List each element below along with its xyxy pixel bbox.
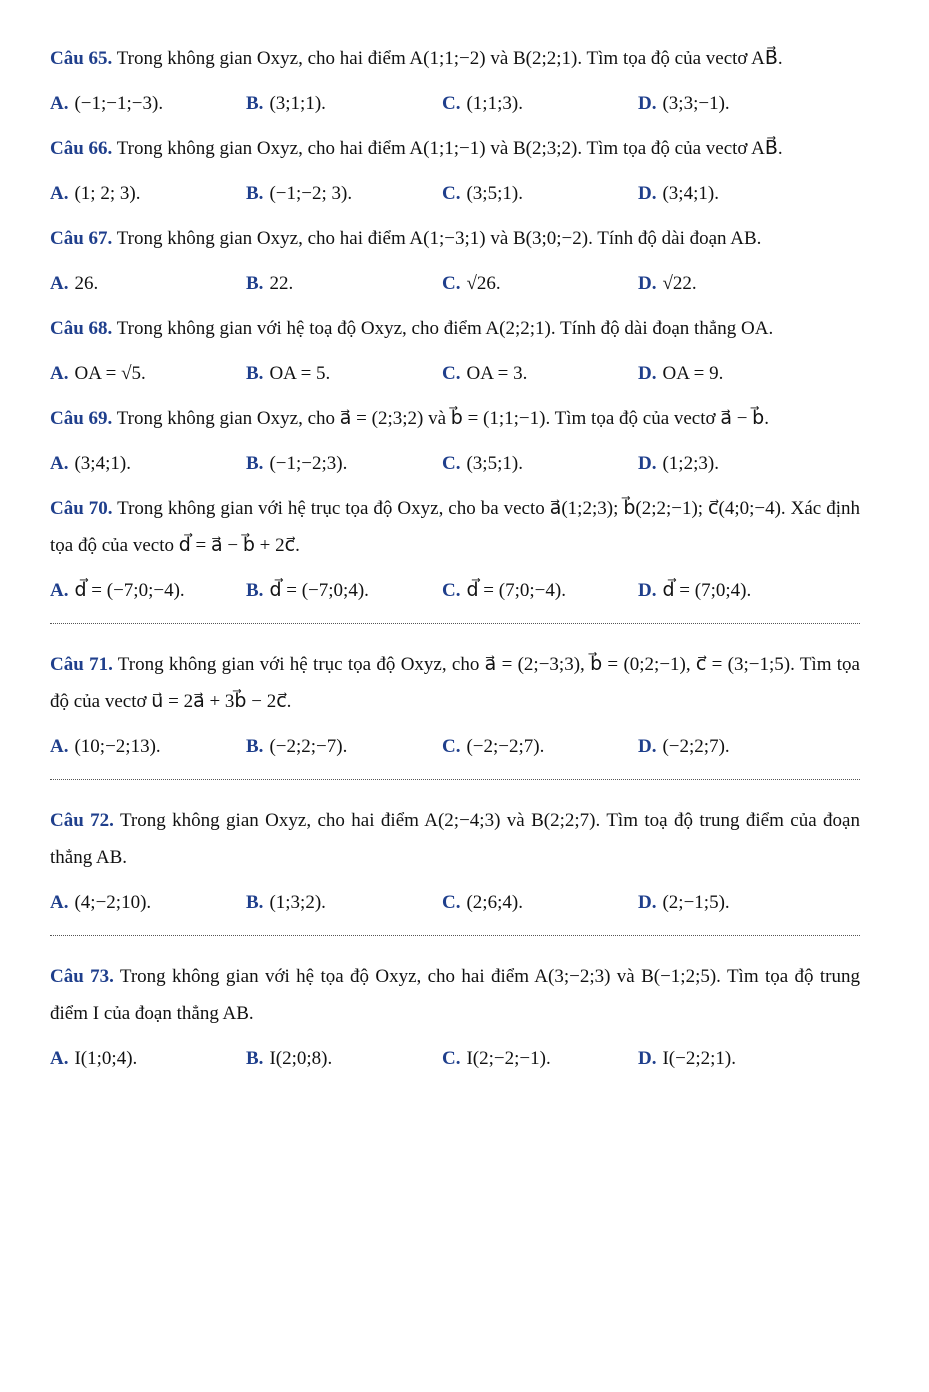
option-label: B. (246, 580, 264, 601)
option-label: B. (246, 273, 264, 294)
option-label: C. (442, 1048, 461, 1069)
option-c[interactable] (442, 175, 638, 212)
option-d[interactable] (638, 265, 834, 302)
option-d[interactable] (638, 572, 834, 609)
question-70 (50, 490, 860, 609)
question-text: Trong không gian Oxyz, cho hai điểm A(2;−4;3) và B(2;2;7). Tìm toạ độ trung điểm của đoạn thẳng AB. (50, 810, 860, 868)
question-number: Câu 68. (50, 318, 113, 339)
option-text: 26. (74, 273, 99, 294)
answer-options (50, 728, 860, 765)
answer-options (50, 445, 860, 482)
option-text: (10;−2;13). (74, 736, 161, 757)
option-text: (2;6;4). (466, 892, 523, 913)
option-label: C. (442, 892, 461, 913)
option-text: 22. (269, 273, 294, 294)
question-stem (50, 40, 860, 77)
option-b[interactable] (246, 728, 442, 765)
question-number: Câu 69. (50, 408, 113, 429)
option-text: (3;3;−1). (662, 93, 730, 114)
option-text: (−1;−2; 3). (269, 183, 353, 204)
option-text: d⃗ = (7;0;−4). (466, 580, 566, 601)
option-label: A. (50, 580, 69, 601)
option-a[interactable] (50, 572, 246, 609)
option-text: (3;4;1). (74, 453, 131, 474)
option-label: D. (638, 892, 657, 913)
option-c[interactable] (442, 1040, 638, 1077)
question-number: Câu 73. (50, 966, 114, 987)
option-text: (3;5;1). (466, 453, 523, 474)
option-d[interactable] (638, 175, 834, 212)
option-b[interactable] (246, 884, 442, 921)
question-number: Câu 65. (50, 48, 113, 69)
option-d[interactable] (638, 355, 834, 392)
answer-options (50, 572, 860, 609)
option-label: C. (442, 580, 461, 601)
option-text: OA = 9. (662, 363, 724, 384)
option-label: B. (246, 1048, 264, 1069)
answer-options (50, 1040, 860, 1077)
question-66 (50, 130, 860, 212)
option-label: D. (638, 93, 657, 114)
option-label: B. (246, 736, 264, 757)
question-stem (50, 802, 860, 876)
option-text: (−2;2;7). (662, 736, 730, 757)
option-label: B. (246, 892, 264, 913)
option-c[interactable] (442, 355, 638, 392)
option-label: A. (50, 453, 69, 474)
question-text: Trong không gian Oxyz, cho hai điểm A(1;1;−2) và B(2;2;1). Tìm tọa độ của vectơ AB⃗. (112, 48, 783, 69)
option-label: D. (638, 1048, 657, 1069)
option-label: D. (638, 580, 657, 601)
question-stem (50, 220, 860, 257)
option-text: d⃗ = (−7;0;4). (269, 580, 369, 601)
option-label: C. (442, 93, 461, 114)
option-label: C. (442, 183, 461, 204)
option-c[interactable] (442, 884, 638, 921)
option-label: A. (50, 1048, 69, 1069)
option-a[interactable] (50, 85, 246, 122)
option-text: (−1;−2;3). (269, 453, 348, 474)
option-text: I(−2;2;1). (662, 1048, 736, 1069)
option-label: B. (246, 183, 264, 204)
option-text: (2;−1;5). (662, 892, 730, 913)
option-text: d⃗ = (−7;0;−4). (74, 580, 185, 601)
option-text: (1; 2; 3). (74, 183, 141, 204)
question-number: Câu 71. (50, 654, 113, 675)
option-a[interactable] (50, 728, 246, 765)
answer-options (50, 85, 860, 122)
option-label: B. (246, 93, 264, 114)
question-text: Trong không gian với hệ toạ độ Oxyz, cho điểm A(2;2;1). Tính độ dài đoạn thẳng OA. (112, 318, 774, 339)
option-label: C. (442, 363, 461, 384)
question-stem (50, 400, 860, 437)
question-text: Trong không gian với hệ trục tọa độ Oxyz, cho a⃗ = (2;−3;3), b⃗ = (0;2;−1), c⃗ = (3;−1;5). Tìm tọa độ của vectơ u⃗ = 2a⃗ + 3b⃗ − 2c⃗. (50, 654, 860, 712)
option-d[interactable] (638, 884, 834, 921)
option-text: (1;3;2). (269, 892, 326, 913)
question-stem (50, 958, 860, 1032)
option-label: D. (638, 183, 657, 204)
question-67 (50, 220, 860, 302)
option-text: I(2;0;8). (269, 1048, 333, 1069)
option-label: A. (50, 183, 69, 204)
question-stem (50, 490, 860, 564)
option-label: B. (246, 453, 264, 474)
option-text: (1;1;3). (466, 93, 523, 114)
option-a[interactable] (50, 355, 246, 392)
option-c[interactable] (442, 572, 638, 609)
option-label: A. (50, 892, 69, 913)
question-number: Câu 67. (50, 228, 113, 249)
option-d[interactable] (638, 85, 834, 122)
answer-options (50, 355, 860, 392)
option-text: OA = √5. (74, 363, 146, 384)
question-72 (50, 802, 860, 921)
option-d[interactable] (638, 445, 834, 482)
option-label: D. (638, 736, 657, 757)
option-text: (3;1;1). (269, 93, 326, 114)
option-text: (4;−2;10). (74, 892, 152, 913)
option-text: √26. (466, 273, 501, 294)
question-stem (50, 310, 860, 347)
question-stem (50, 646, 860, 720)
option-a[interactable] (50, 1040, 246, 1077)
option-a[interactable] (50, 175, 246, 212)
option-a[interactable] (50, 265, 246, 302)
question-68 (50, 310, 860, 392)
option-text: I(2;−2;−1). (466, 1048, 551, 1069)
option-label: A. (50, 736, 69, 757)
option-c[interactable] (442, 445, 638, 482)
question-number: Câu 66. (50, 138, 113, 159)
dotted-divider (50, 623, 860, 624)
dotted-divider (50, 779, 860, 780)
option-text: OA = 3. (466, 363, 528, 384)
answer-options (50, 265, 860, 302)
option-a[interactable] (50, 445, 246, 482)
option-text: (3;5;1). (466, 183, 523, 204)
option-c[interactable] (442, 728, 638, 765)
option-b[interactable] (246, 265, 442, 302)
question-number: Câu 70. (50, 498, 113, 519)
option-text: (−2;−2;7). (466, 736, 545, 757)
worksheet (50, 40, 860, 1085)
option-text: √22. (662, 273, 697, 294)
question-text: Trong không gian Oxyz, cho hai điểm A(1;1;−1) và B(2;3;2). Tìm tọa độ của vectơ AB⃗. (112, 138, 783, 159)
option-text: (−2;2;−7). (269, 736, 348, 757)
option-label: D. (638, 453, 657, 474)
option-b[interactable] (246, 445, 442, 482)
answer-options (50, 884, 860, 921)
option-label: A. (50, 93, 69, 114)
option-b[interactable] (246, 175, 442, 212)
question-65 (50, 40, 860, 122)
question-text: Trong không gian Oxyz, cho hai điểm A(1;−3;1) và B(3;0;−2). Tính độ dài đoạn AB. (112, 228, 762, 249)
option-label: C. (442, 453, 461, 474)
option-text: I(1;0;4). (74, 1048, 138, 1069)
option-label: C. (442, 736, 461, 757)
question-text: Trong không gian Oxyz, cho a⃗ = (2;3;2) và b⃗ = (1;1;−1). Tìm tọa độ của vectơ a⃗ − b⃗. (112, 408, 769, 429)
option-text: (1;2;3). (662, 453, 719, 474)
option-b[interactable] (246, 572, 442, 609)
option-label: A. (50, 363, 69, 384)
answer-options (50, 175, 860, 212)
question-73 (50, 958, 860, 1077)
question-71 (50, 646, 860, 765)
option-label: A. (50, 273, 69, 294)
question-text: Trong không gian với hệ trục tọa độ Oxyz, cho ba vecto a⃗(1;2;3); b⃗(2;2;−1); c⃗(4;0;−4). Xác định tọa độ của vecto d⃗ = a⃗ − b⃗ + 2c⃗. (50, 498, 860, 556)
option-b[interactable] (246, 355, 442, 392)
option-text: (−1;−1;−3). (74, 93, 164, 114)
option-c[interactable] (442, 85, 638, 122)
question-number: Câu 72. (50, 810, 114, 831)
option-d[interactable] (638, 1040, 834, 1077)
option-label: D. (638, 363, 657, 384)
option-label: C. (442, 273, 461, 294)
option-label: D. (638, 273, 657, 294)
option-text: d⃗ = (7;0;4). (662, 580, 752, 601)
question-text: Trong không gian với hệ tọa độ Oxyz, cho hai điểm A(3;−2;3) và B(−1;2;5). Tìm tọa độ trung điểm I của đoạn thẳng AB. (50, 966, 860, 1024)
option-text: OA = 5. (269, 363, 331, 384)
option-label: B. (246, 363, 264, 384)
dotted-divider (50, 935, 860, 936)
option-c[interactable] (442, 265, 638, 302)
option-d[interactable] (638, 728, 834, 765)
option-b[interactable] (246, 85, 442, 122)
question-69 (50, 400, 860, 482)
option-text: (3;4;1). (662, 183, 719, 204)
option-a[interactable] (50, 884, 246, 921)
question-stem (50, 130, 860, 167)
option-b[interactable] (246, 1040, 442, 1077)
